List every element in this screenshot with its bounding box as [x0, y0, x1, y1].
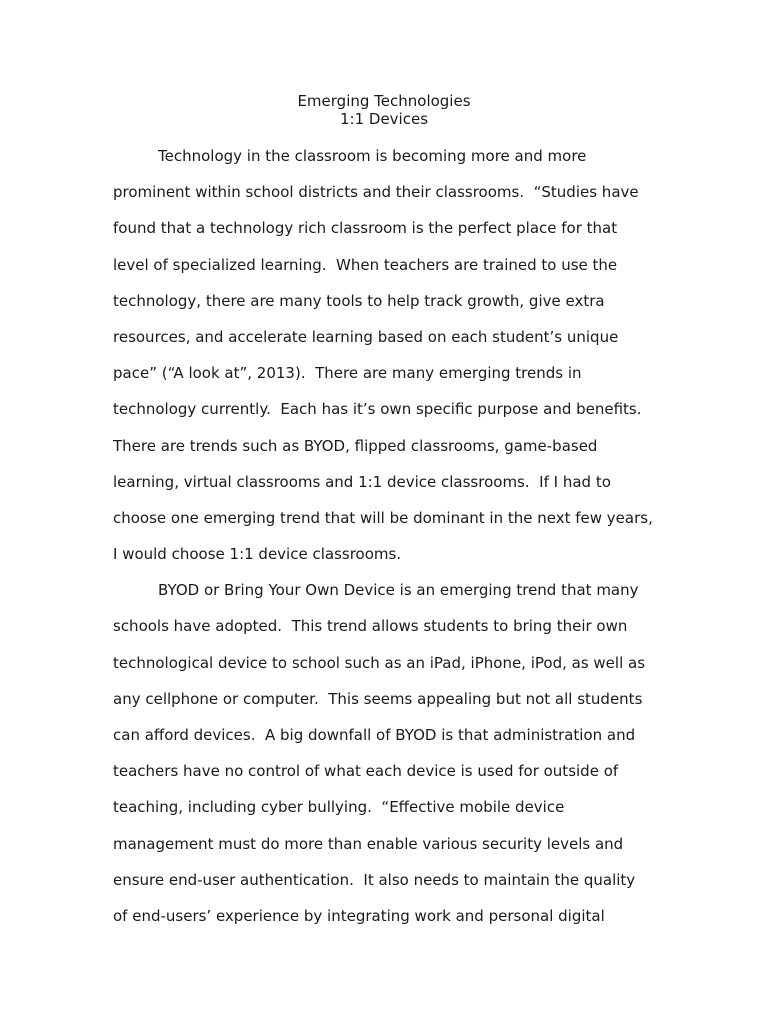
text-line: choose one emerging trend that will be dominant in the next few years,: [113, 508, 653, 527]
text-line: schools have adopted. This trend allows students to bring their own: [113, 617, 628, 636]
text-line: found that a technology rich classroom is the perfect place for that: [113, 219, 618, 238]
text-line: BYOD or Bring Your Own Device is an emerging trend that many: [158, 581, 639, 600]
text-line: technology, there are many tools to help track growth, give extra: [113, 291, 605, 310]
text-line: I would choose 1:1 device classrooms.: [113, 545, 402, 564]
text-line: technological device to school such as an iPad, iPhone, iPod, as well as: [113, 653, 646, 672]
text-line: technology currently. Each has it’s own specific purpose and benefits.: [113, 400, 642, 419]
text-line: prominent within school districts and their classrooms. “Studies have: [113, 183, 639, 202]
text-line: level of specialized learning. When teachers are trained to use the: [113, 255, 618, 274]
document-title: Emerging Technologies: [297, 92, 471, 110]
text-line: management must do more than enable various security levels and: [113, 834, 624, 853]
text-line: learning, virtual classrooms and 1:1 device classrooms. If I had to: [113, 472, 611, 491]
text-line: pace” (“A look at”, 2013). There are many emerging trends in: [113, 364, 582, 383]
text-line: resources, and accelerate learning based on each student’s unique: [113, 327, 619, 346]
text-line: any cellphone or computer. This seems appealing but not all students: [113, 689, 643, 708]
text-line: There are trends such as BYOD, flipped classrooms, game-based: [113, 436, 598, 455]
text-line: teaching, including cyber bullying. “Effective mobile device: [113, 798, 565, 817]
text-line: Technology in the classroom is becoming more and more: [158, 147, 587, 165]
text-line: of end-users’ experience by integrating work and personal digital: [113, 906, 605, 925]
text-line: teachers have no control of what each device is used for outside of: [113, 762, 619, 781]
text-line: can afford devices. A big downfall of BYOD is that administration and: [113, 726, 636, 744]
document-header: [0, 92, 768, 128]
document-body: [113, 138, 673, 934]
document-subtitle: 1:1 Devices: [339, 110, 429, 128]
text-line: ensure end-user authentication. It also needs to maintain the quality: [113, 870, 636, 889]
